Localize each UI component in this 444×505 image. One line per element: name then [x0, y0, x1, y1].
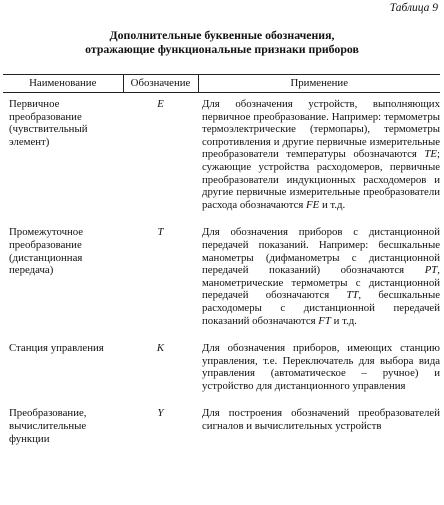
cell-code: Y: [157, 407, 164, 420]
instrument-code: TT: [346, 289, 359, 302]
cell-use: [198, 402, 440, 445]
column-header-code: Обозначение: [123, 75, 198, 93]
instrument-code: PT: [424, 264, 438, 277]
instrument-code: FT: [318, 314, 331, 327]
use-text: и т.д.: [319, 198, 346, 211]
use-text: Для обозначения приборов с дистанционной передачей показаний. Например: бесшкальные манометры (дифманометры с дистанционной передачей показаний) обозначаются: [202, 226, 440, 277]
cell-name: Промежуточное преобразование (дистанционная передача): [9, 226, 84, 277]
table-row: [3, 93, 440, 222]
instrument-code: FE: [306, 198, 320, 211]
cell-name: Станция управления: [9, 342, 104, 355]
column-header-use: Применение: [198, 75, 440, 93]
cell-use: [198, 93, 440, 222]
table-header-row: [3, 75, 440, 93]
signs-table: [3, 74, 440, 445]
use-text: Для обозначения устройств, выполняющих первичное преобразование. Например: термометры термоэлектрические (термопары), термометры сопротивления и другие первичные измерительные преобразователи температуры обозначаются: [202, 98, 440, 161]
use-text: ; сужающие устройства расходомеров, первичные преобразователи индукционных расходомеров и другие первичные измерительные преобразователи расхода обозначаются: [202, 148, 440, 211]
table-row: [3, 402, 440, 445]
cell-use: [198, 221, 440, 337]
table-caption: [0, 28, 444, 56]
cell-name: Первичное преобразование (чувствительный элемент): [9, 98, 88, 148]
caption-line-1: Дополнительные буквенные обозначения,: [109, 28, 335, 42]
use-text: , манометрические термометры с дистанционной передачей обозначаются: [202, 264, 440, 302]
table-number: Таблица 9: [389, 2, 438, 14]
use-text: Для построения обозначений преобразователей сигналов и вычислительных устройств: [202, 407, 440, 433]
use-text: и т.д.: [330, 314, 357, 327]
table-row: [3, 337, 440, 402]
cell-name: Преобразование, вычислительные функции: [9, 407, 87, 445]
instrument-code: TE: [424, 148, 437, 161]
cell-code: E: [157, 98, 164, 110]
cell-code: K: [156, 342, 165, 355]
use-text: , бесшкальные расходомеры с дистанционной передачей показаний обозначаются: [202, 289, 440, 327]
cell-use: [198, 337, 440, 402]
table-row: [3, 221, 440, 337]
cell-code: T: [157, 226, 164, 239]
use-text: Для обозначения приборов, имеющих станцию управления, т.е. Переключатель для выбора вида управления (автоматическое – ручное) и устройство для дистанционного управления: [202, 342, 440, 392]
column-header-name: Наименование: [3, 75, 123, 93]
caption-line-2: отражающие функциональные признаки приборов: [85, 42, 359, 56]
